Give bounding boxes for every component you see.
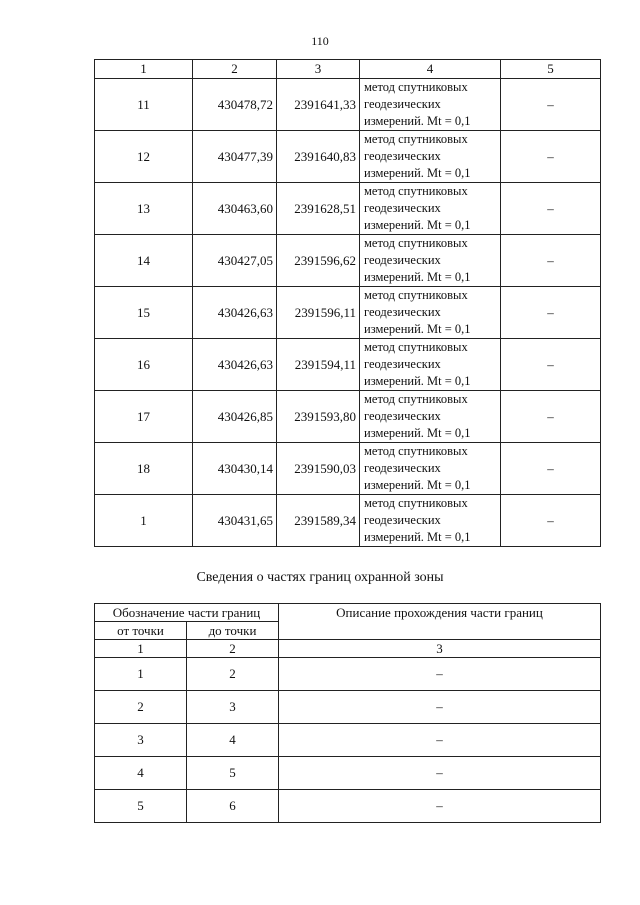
method-line: метод спутниковых [364,132,468,146]
to-point: 3 [187,691,279,724]
table-row [95,691,601,724]
from-point: 4 [95,757,187,790]
from-point: 5 [95,790,187,823]
from-point: 2 [95,691,187,724]
coordinates-header-row [95,60,601,79]
method-line: геодезических [364,201,441,215]
header-cell: 5 [501,60,601,79]
method-description [360,183,501,235]
reference-cell: – [501,79,601,131]
group-header: Обозначение части границ [95,604,279,622]
table-row [95,757,601,790]
description-header: Описание прохождения части границ [279,604,601,640]
method-line: измерений. Mt = 0,1 [364,478,471,492]
method-description [360,131,501,183]
part-description: – [279,724,601,757]
header-cell: 1 [95,60,193,79]
method-line: метод спутниковых [364,392,468,406]
table-row [95,287,601,339]
point-number: 14 [95,235,193,287]
part-description: – [279,691,601,724]
table-row [95,391,601,443]
coordinate-y: 2391594,11 [277,339,360,391]
coordinate-y: 2391589,34 [277,495,360,547]
header-cell: 2 [193,60,277,79]
table-row [95,658,601,691]
method-description [360,287,501,339]
coordinate-y: 2391628,51 [277,183,360,235]
to-point: 5 [187,757,279,790]
table-row [95,131,601,183]
method-line: геодезических [364,461,441,475]
table-row [95,79,601,131]
method-line: метод спутниковых [364,340,468,354]
table-row [95,339,601,391]
reference-cell: – [501,391,601,443]
coordinate-x: 430463,60 [193,183,277,235]
method-line: геодезических [364,253,441,267]
method-line: измерений. Mt = 0,1 [364,530,471,544]
point-number: 15 [95,287,193,339]
from-point: 1 [95,658,187,691]
header-cell: 3 [277,60,360,79]
method-line: измерений. Mt = 0,1 [364,374,471,388]
coordinate-x: 430426,63 [193,339,277,391]
parts-header-row [95,604,601,622]
column-number: 3 [279,640,601,658]
method-line: геодезических [364,305,441,319]
method-line: измерений. Mt = 0,1 [364,218,471,232]
coordinate-y: 2391596,11 [277,287,360,339]
coordinate-x: 430477,39 [193,131,277,183]
method-line: геодезических [364,357,441,371]
coordinate-x: 430426,63 [193,287,277,339]
to-point-header: до точки [187,622,279,640]
method-description [360,443,501,495]
part-description: – [279,658,601,691]
to-point: 6 [187,790,279,823]
table-row [95,183,601,235]
reference-cell: – [501,495,601,547]
coordinate-x: 430427,05 [193,235,277,287]
point-number: 11 [95,79,193,131]
method-line: геодезических [364,97,441,111]
table-row [95,790,601,823]
point-number: 13 [95,183,193,235]
method-line: измерений. Mt = 0,1 [364,270,471,284]
method-line: метод спутниковых [364,80,468,94]
method-line: метод спутниковых [364,288,468,302]
method-line: измерений. Mt = 0,1 [364,114,471,128]
method-description [360,235,501,287]
table-row [95,235,601,287]
coordinate-x: 430426,85 [193,391,277,443]
coordinate-y: 2391593,80 [277,391,360,443]
from-point: 3 [95,724,187,757]
from-point-header: от точки [95,622,187,640]
coordinate-y: 2391641,33 [277,79,360,131]
coordinate-x: 430478,72 [193,79,277,131]
reference-cell: – [501,443,601,495]
method-line: измерений. Mt = 0,1 [364,426,471,440]
method-description [360,79,501,131]
section-title: Сведения о частях границ охранной зоны [196,570,444,585]
point-number: 1 [95,495,193,547]
to-point: 2 [187,658,279,691]
method-line: метод спутниковых [364,236,468,250]
method-line: геодезических [364,409,441,423]
column-number: 1 [95,640,187,658]
coordinates-table [94,59,601,547]
method-description [360,495,501,547]
method-description [360,339,501,391]
coordinate-y: 2391640,83 [277,131,360,183]
column-number: 2 [187,640,279,658]
parts-number-row [95,640,601,658]
coordinate-x: 430431,65 [193,495,277,547]
table-row [95,443,601,495]
point-number: 16 [95,339,193,391]
page-number: 110 [311,34,329,48]
reference-cell: – [501,287,601,339]
part-description: – [279,790,601,823]
method-line: метод спутниковых [364,184,468,198]
coordinate-x: 430430,14 [193,443,277,495]
coordinate-y: 2391596,62 [277,235,360,287]
method-line: измерений. Mt = 0,1 [364,166,471,180]
point-number: 18 [95,443,193,495]
reference-cell: – [501,339,601,391]
method-line: метод спутниковых [364,444,468,458]
coordinate-y: 2391590,03 [277,443,360,495]
point-number: 12 [95,131,193,183]
to-point: 4 [187,724,279,757]
table-row [95,724,601,757]
method-line: геодезических [364,149,441,163]
method-line: измерений. Mt = 0,1 [364,322,471,336]
method-line: метод спутниковых [364,496,468,510]
part-description: – [279,757,601,790]
method-description [360,391,501,443]
reference-cell: – [501,235,601,287]
method-line: геодезических [364,513,441,527]
point-number: 17 [95,391,193,443]
table-row [95,495,601,547]
boundary-parts-table [94,603,601,823]
reference-cell: – [501,131,601,183]
header-cell: 4 [360,60,501,79]
reference-cell: – [501,183,601,235]
